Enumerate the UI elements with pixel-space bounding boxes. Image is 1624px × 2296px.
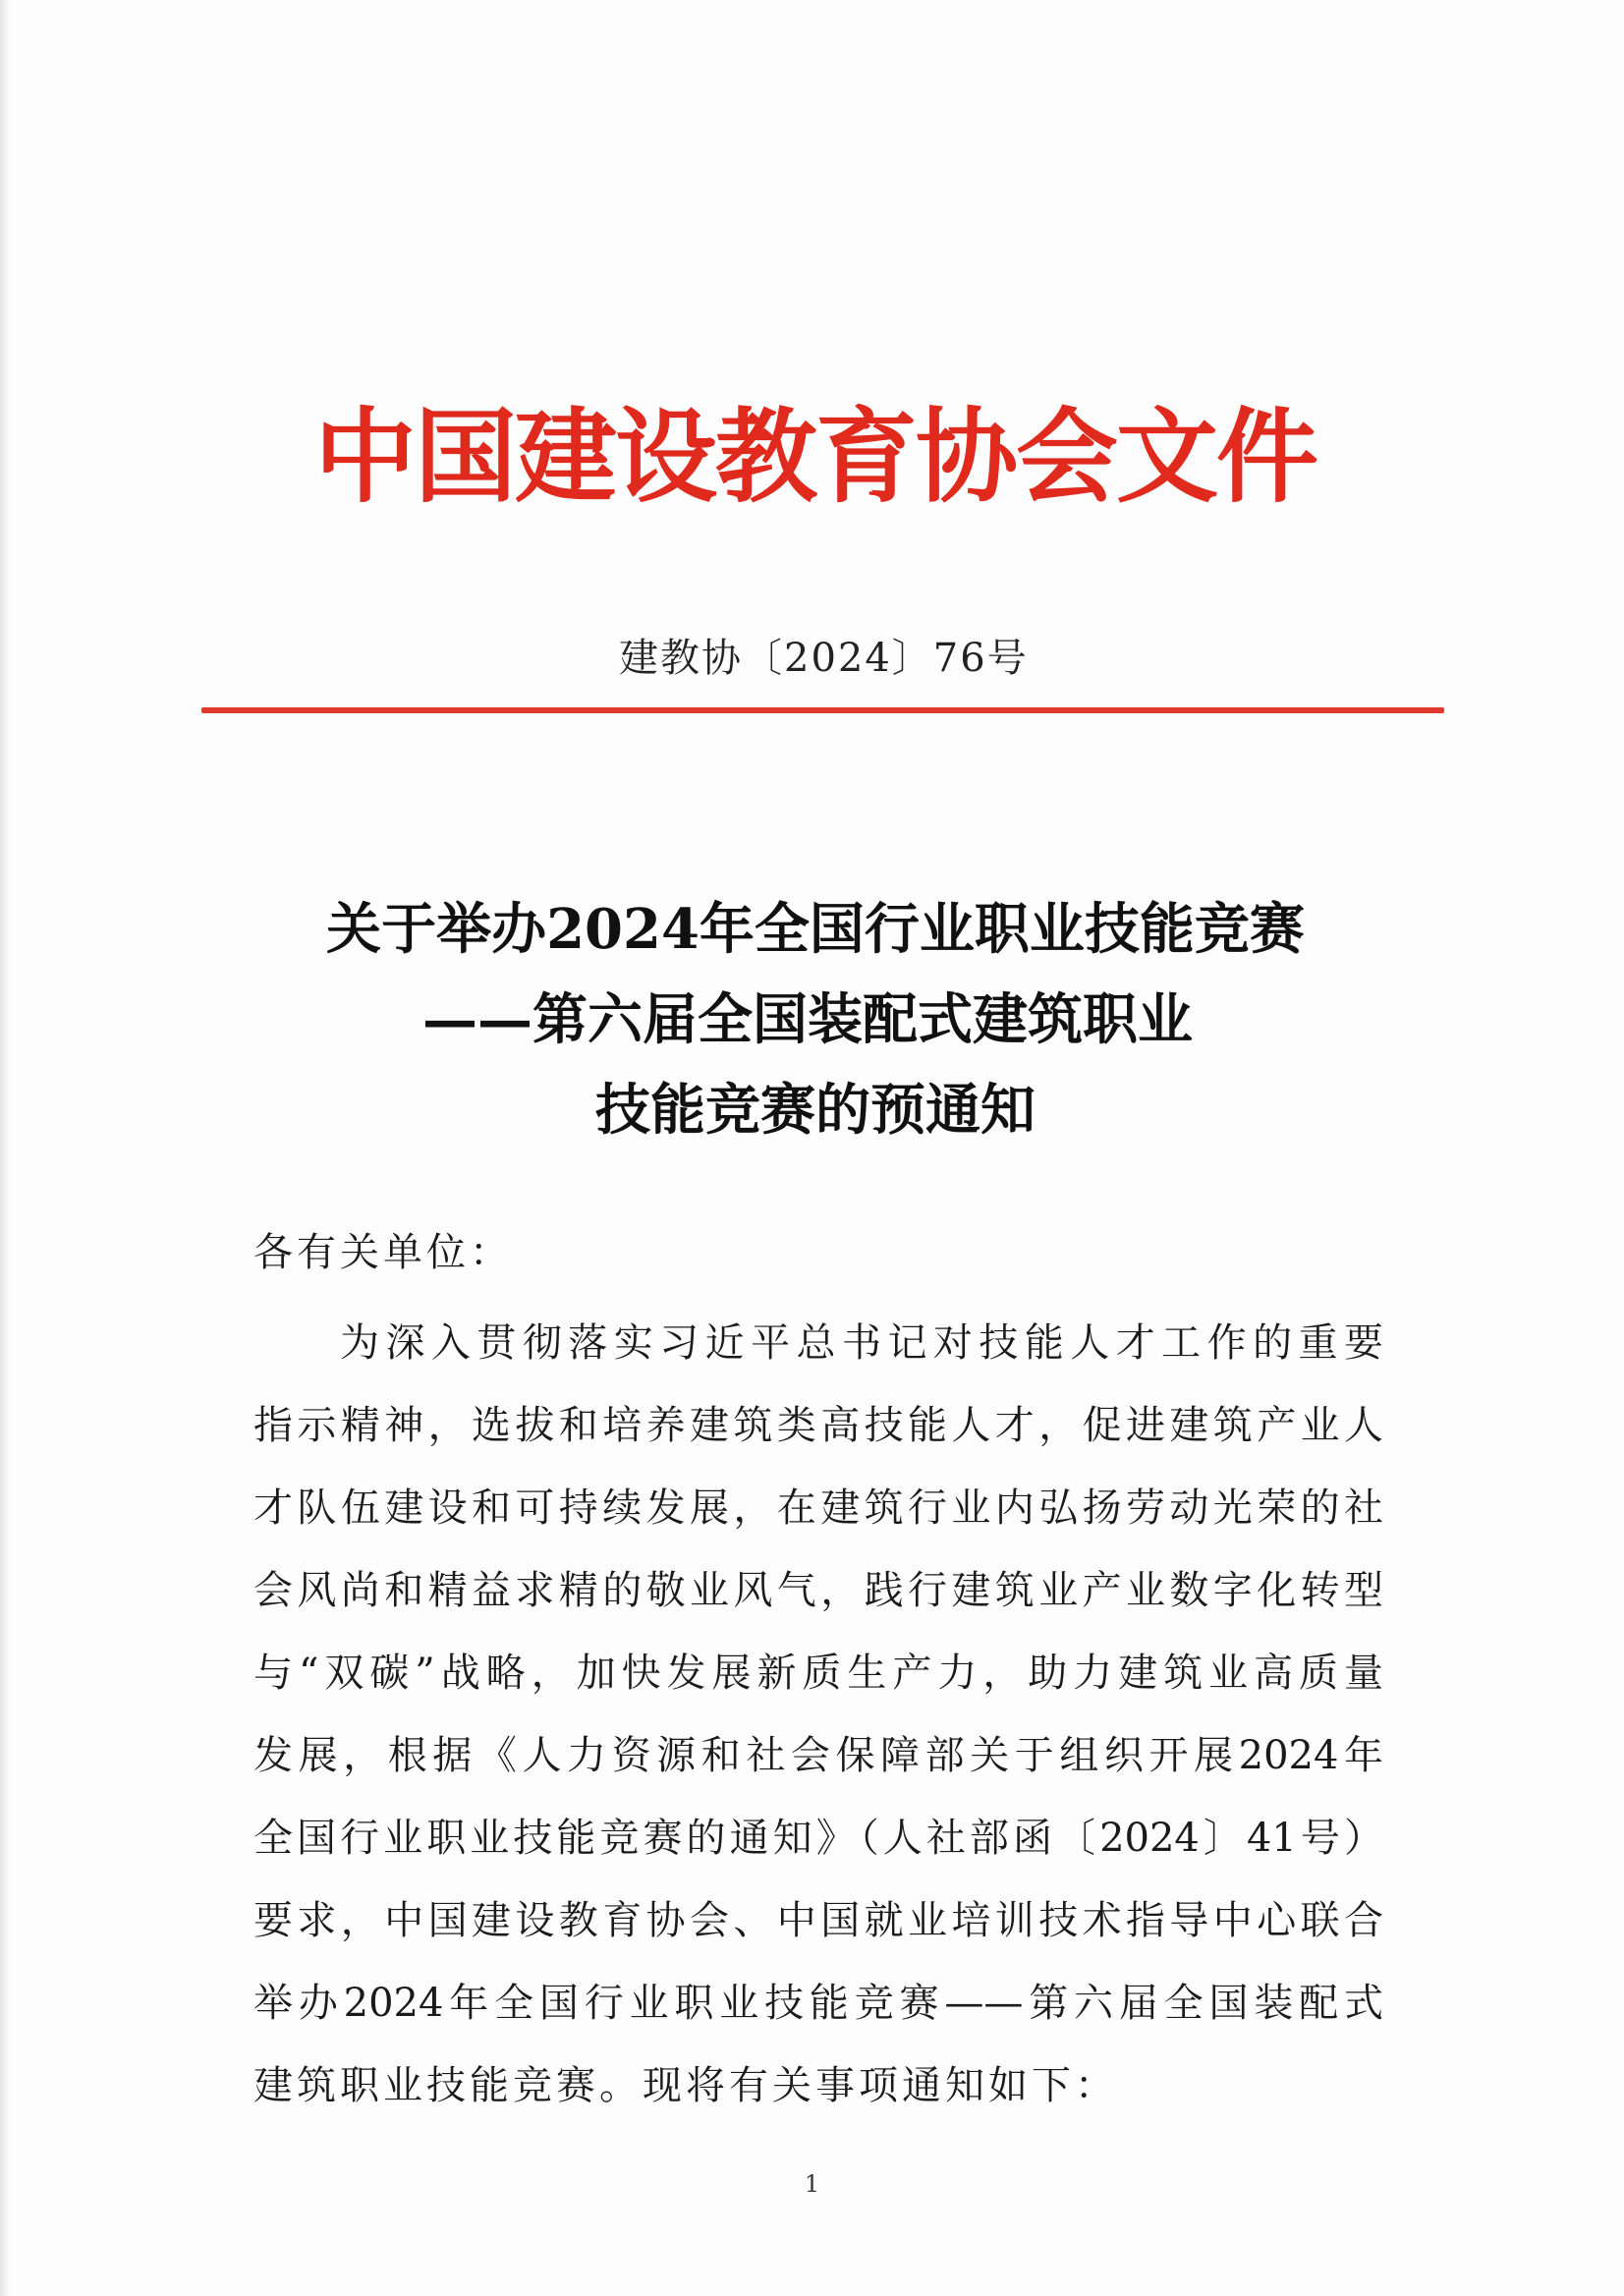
scan-edge-shadow [0,0,10,2296]
body-line: 发展，根据《人力资源和社会保障部关于组织开展2024年 [253,1733,1383,1778]
body-line: 才队伍建设和可持续发展，在建筑行业内弘扬劳动光荣的社 [253,1485,1383,1531]
body-line: 全国行业职业技能竞赛的通知》（人社部函〔2024〕41号） [253,1816,1383,1861]
document-header-org-title: 中国建设教育协会文件 [314,396,1317,517]
page-number: 1 [804,2170,820,2198]
body-line: 与“双碳”战略，加快发展新质生产力，助力建筑业高质量 [253,1651,1383,1696]
body-line: 指示精神，选拔和培养建筑类高技能人才，促进建筑产业人 [253,1403,1383,1448]
body-line: 会风尚和精益求精的敬业风气，践行建筑业产业数字化转型 [253,1568,1383,1613]
body-line: 举办2024年全国行业职业技能竞赛——第六届全国装配式 [253,1981,1383,2026]
body-line: 为深入贯彻落实习近平总书记对技能人才工作的重要 [340,1320,1383,1366]
body-paragraph [253,1302,1383,2127]
document-title [196,884,1434,1155]
title-line-3: 技能竞赛的预通知 [595,1078,1036,1143]
header-red-divider [201,707,1444,713]
body-line: 要求，中国建设教育协会、中国就业培训技术指导中心联合 [253,1898,1383,1943]
salutation: 各有关单位： [253,1230,513,1275]
title-line-2: ——第六届全国装配式建筑职业 [422,987,1193,1052]
document-number: 建教协〔2024〕76号 [619,636,1029,681]
body-line: 建筑职业技能竞赛。现将有关事项通知如下： [253,2063,1118,2108]
title-line-1: 关于举办2024年全国行业职业技能竞赛 [326,897,1305,962]
